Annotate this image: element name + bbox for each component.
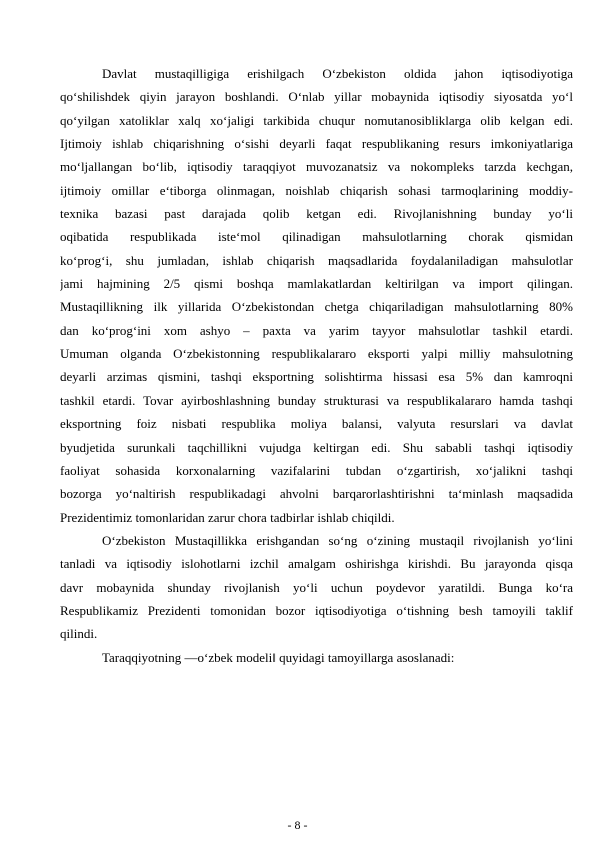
paragraph-2-line-5: qilindi. (60, 626, 98, 642)
paragraph-1-line-5: mo‘ljallangan bo‘lib, iqtisodiy taraqqiyot muvozanatsiz va nokompleks tarzda kechgan, (60, 159, 573, 175)
paragraph-1-line-15: tashkil etardi. Tovar ayirboshlashning bunday strukturasi va respublikalararo hamda tashqi (60, 392, 573, 408)
paragraph-1-line-7: texnika bazasi past darajada qolib ketgan edi. Rivojlanishning bunday yo‘li (60, 206, 573, 222)
paragraph-3-line-1: Taraqqiyotning ―o‘zbek modeli‖ quyidagi tamoyillarga asoslanadi: (102, 649, 455, 665)
paragraph-2-line-4: Respublikamiz Prezidenti tomonidan bozor iqtisodiyotiga o‘tishning besh tamoyili taklif (60, 602, 573, 618)
paragraph-2-line-2: tanladi va iqtisodiy islohotlarni izchil amalgam oshirishga kirishdi. Bu jarayonda qisqa (60, 556, 573, 572)
paragraph-1-line-18: faoliyat sohasida korxonalarning vazifalarini tubdan o‘zgartirish, xo‘jalikni tashqi (60, 462, 573, 478)
paragraph-1-line-10: jami hajmining 2/5 qismi boshqa mamlakatlardan keltirilgan va import qilingan. (60, 276, 573, 292)
paragraph-1-line-8: oqibatida respublikada iste‘mol qilinadigan mahsulotlarning chorak qismidan (60, 229, 573, 245)
paragraph-1-line-3: qo‘yilgan xatoliklar xalq xo‘jaligi tarkibida chuqur nomutanosibliklarga olib kelgan edi. (60, 112, 573, 128)
paragraph-2-line-1: O‘zbekiston Mustaqillikka erishgandan so‘ng o‘zining mustaqil rivojlanish yo‘lini (102, 532, 573, 548)
paragraph-2-line-3: davr mobaynida shunday rivojlanish yo‘li uchun poydevor yaratildi. Bunga ko‘ra (60, 579, 573, 595)
document-body (60, 62, 573, 669)
paragraph-1-line-6: ijtimoiy omillar e‘tiborga olinmagan, noishlab chiqarish sohasi tarmoqlarining moddiy- (60, 182, 573, 198)
paragraph-1-line-19: bozorga yo‘naltirish respublikadagi ahvolni barqarorlashtirishni ta‘minlash maqsadida (60, 486, 573, 502)
paragraph-1-line-20: Prezidentimiz tomonlaridan zarur chora tadbirlar ishlab chiqildi. (60, 509, 395, 525)
paragraph-1-line-13: Umuman olganda O‘zbekistonning respublikalararo eksporti yalpi milliy mahsulotning (60, 346, 573, 362)
page-number: - 8 - (287, 818, 308, 832)
paragraph-1-line-4: Ijtimoiy ishlab chiqarishning o‘sishi deyarli faqat respublikaning resurs imkoniyatlariga (60, 136, 573, 152)
paragraph-1-line-11: Mustaqillikning ilk yillarida O‘zbekistondan chetga chiqariladigan mahsulotlarning 80% (60, 299, 573, 315)
paragraph-1-line-9: ko‘prog‘i, shu jumladan, ishlab chiqarish maqsadlarida foydalaniladigan mahsulotlar (60, 252, 573, 268)
paragraph-1-line-14: deyarli arzimas qismini, tashqi eksportning solishtirma hissasi esa 5% dan kamroqni (60, 369, 573, 385)
paragraph-1-line-17: byudjetida surunkali taqchillikni vujudga keltirgan edi. Shu sababli tashqi iqtisodiy (60, 439, 573, 455)
paragraph-1-line-12: dan ko‘prog‘ini xom ashyo – paxta va yarim tayyor mahsulotlar tashkil etardi. (60, 322, 573, 338)
paragraph-1-line-2: qo‘shilishdek qiyin jarayon boshlandi. O‘nlab yillar mobaynida iqtisodiy siyosatda yo‘l (60, 89, 573, 105)
paragraph-1-line-16: eksportning foiz nisbati respublika moliya balansi, valyuta resurslari va davlat (60, 416, 573, 432)
paragraph-1-line-1: Davlat mustaqilligiga erishilgach O‘zbekiston oldida jahon iqtisodiyotiga (102, 66, 573, 81)
